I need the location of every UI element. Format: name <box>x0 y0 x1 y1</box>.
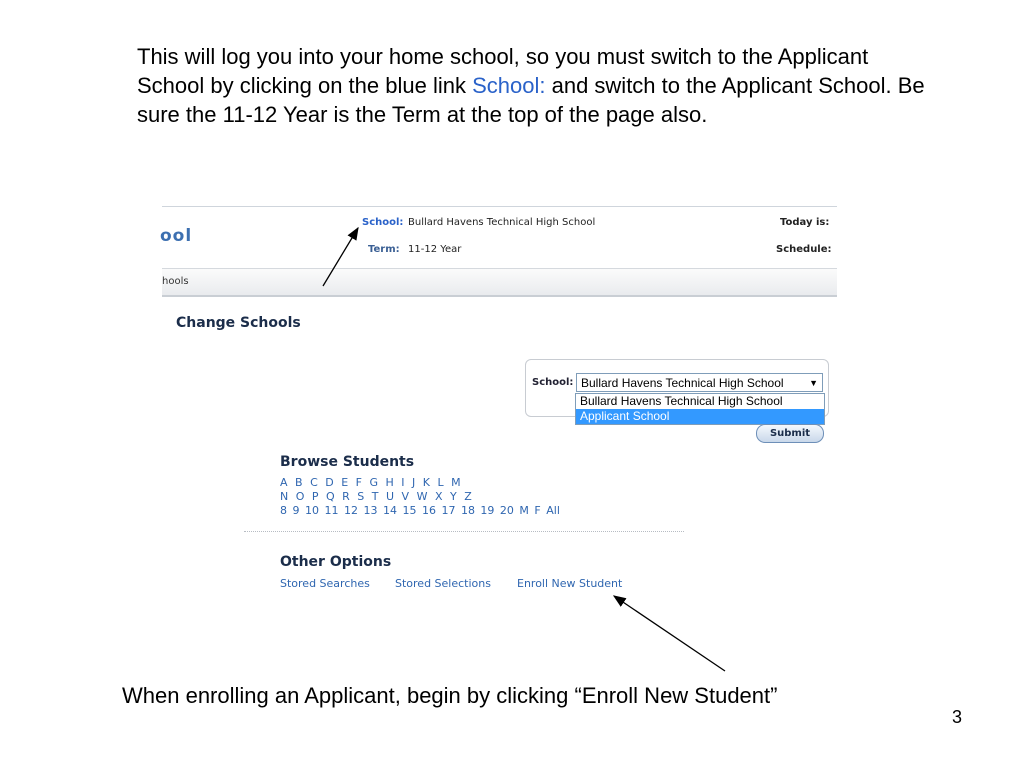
browse-students-title: Browse Students <box>280 454 415 470</box>
intro-part2: and switch to the Applicant School. Be sure the 11-12 Year is the Term at the top of the page also. <box>137 73 925 127</box>
tab-bar <box>162 268 837 297</box>
header-top-border <box>162 206 837 207</box>
header-screenshot <box>162 206 837 296</box>
chevron-down-icon: ▼ <box>809 378 818 388</box>
tab-schools[interactable]: hools <box>162 276 189 287</box>
grade-row[interactable]: 8 9 10 11 12 13 14 15 16 17 18 19 20 M F All <box>280 504 560 517</box>
logo-fragment: ool <box>160 226 193 246</box>
change-schools-title: Change Schools <box>176 315 301 331</box>
today-label: Today is: <box>780 217 830 228</box>
option-bullard-havens[interactable]: Bullard Havens Technical High School <box>580 394 783 408</box>
enroll-new-student-link[interactable]: Enroll New Student <box>517 577 623 590</box>
intro-text <box>137 42 927 129</box>
divider <box>244 531 684 532</box>
submit-button[interactable]: Submit <box>756 424 824 443</box>
stored-searches-link[interactable]: Stored Searches <box>280 577 370 590</box>
page-number: 3 <box>952 707 963 727</box>
school-link[interactable]: School: <box>362 217 404 228</box>
school-select[interactable] <box>576 373 823 392</box>
alpha-row-2[interactable]: N O P Q R S T U V W X Y Z <box>280 490 472 503</box>
school-dropdown-options <box>575 393 825 425</box>
current-school: Bullard Havens Technical High School <box>408 217 596 228</box>
intro-part1: This will log you into your home school, so you must switch to the Applicant School by clicking on the blue link <box>137 44 869 98</box>
school-select-value: Bullard Havens Technical High School <box>581 376 784 390</box>
term-value: 11-12 Year <box>408 244 462 255</box>
footer-note: When enrolling an Applicant, begin by clicking “Enroll New Student” <box>122 683 778 708</box>
schedule-label: Schedule: <box>776 244 832 255</box>
term-label: Term: <box>368 244 400 255</box>
intro-school-link: School: <box>472 73 546 98</box>
arrow-to-enroll-link <box>614 596 725 671</box>
other-options-title: Other Options <box>280 554 392 570</box>
school-select-label: School: <box>532 377 574 388</box>
alpha-row-1[interactable]: A B C D E F G H I J K L M <box>280 476 461 489</box>
stored-selections-link[interactable]: Stored Selections <box>395 577 491 590</box>
option-applicant-school[interactable]: Applicant School <box>576 409 824 424</box>
